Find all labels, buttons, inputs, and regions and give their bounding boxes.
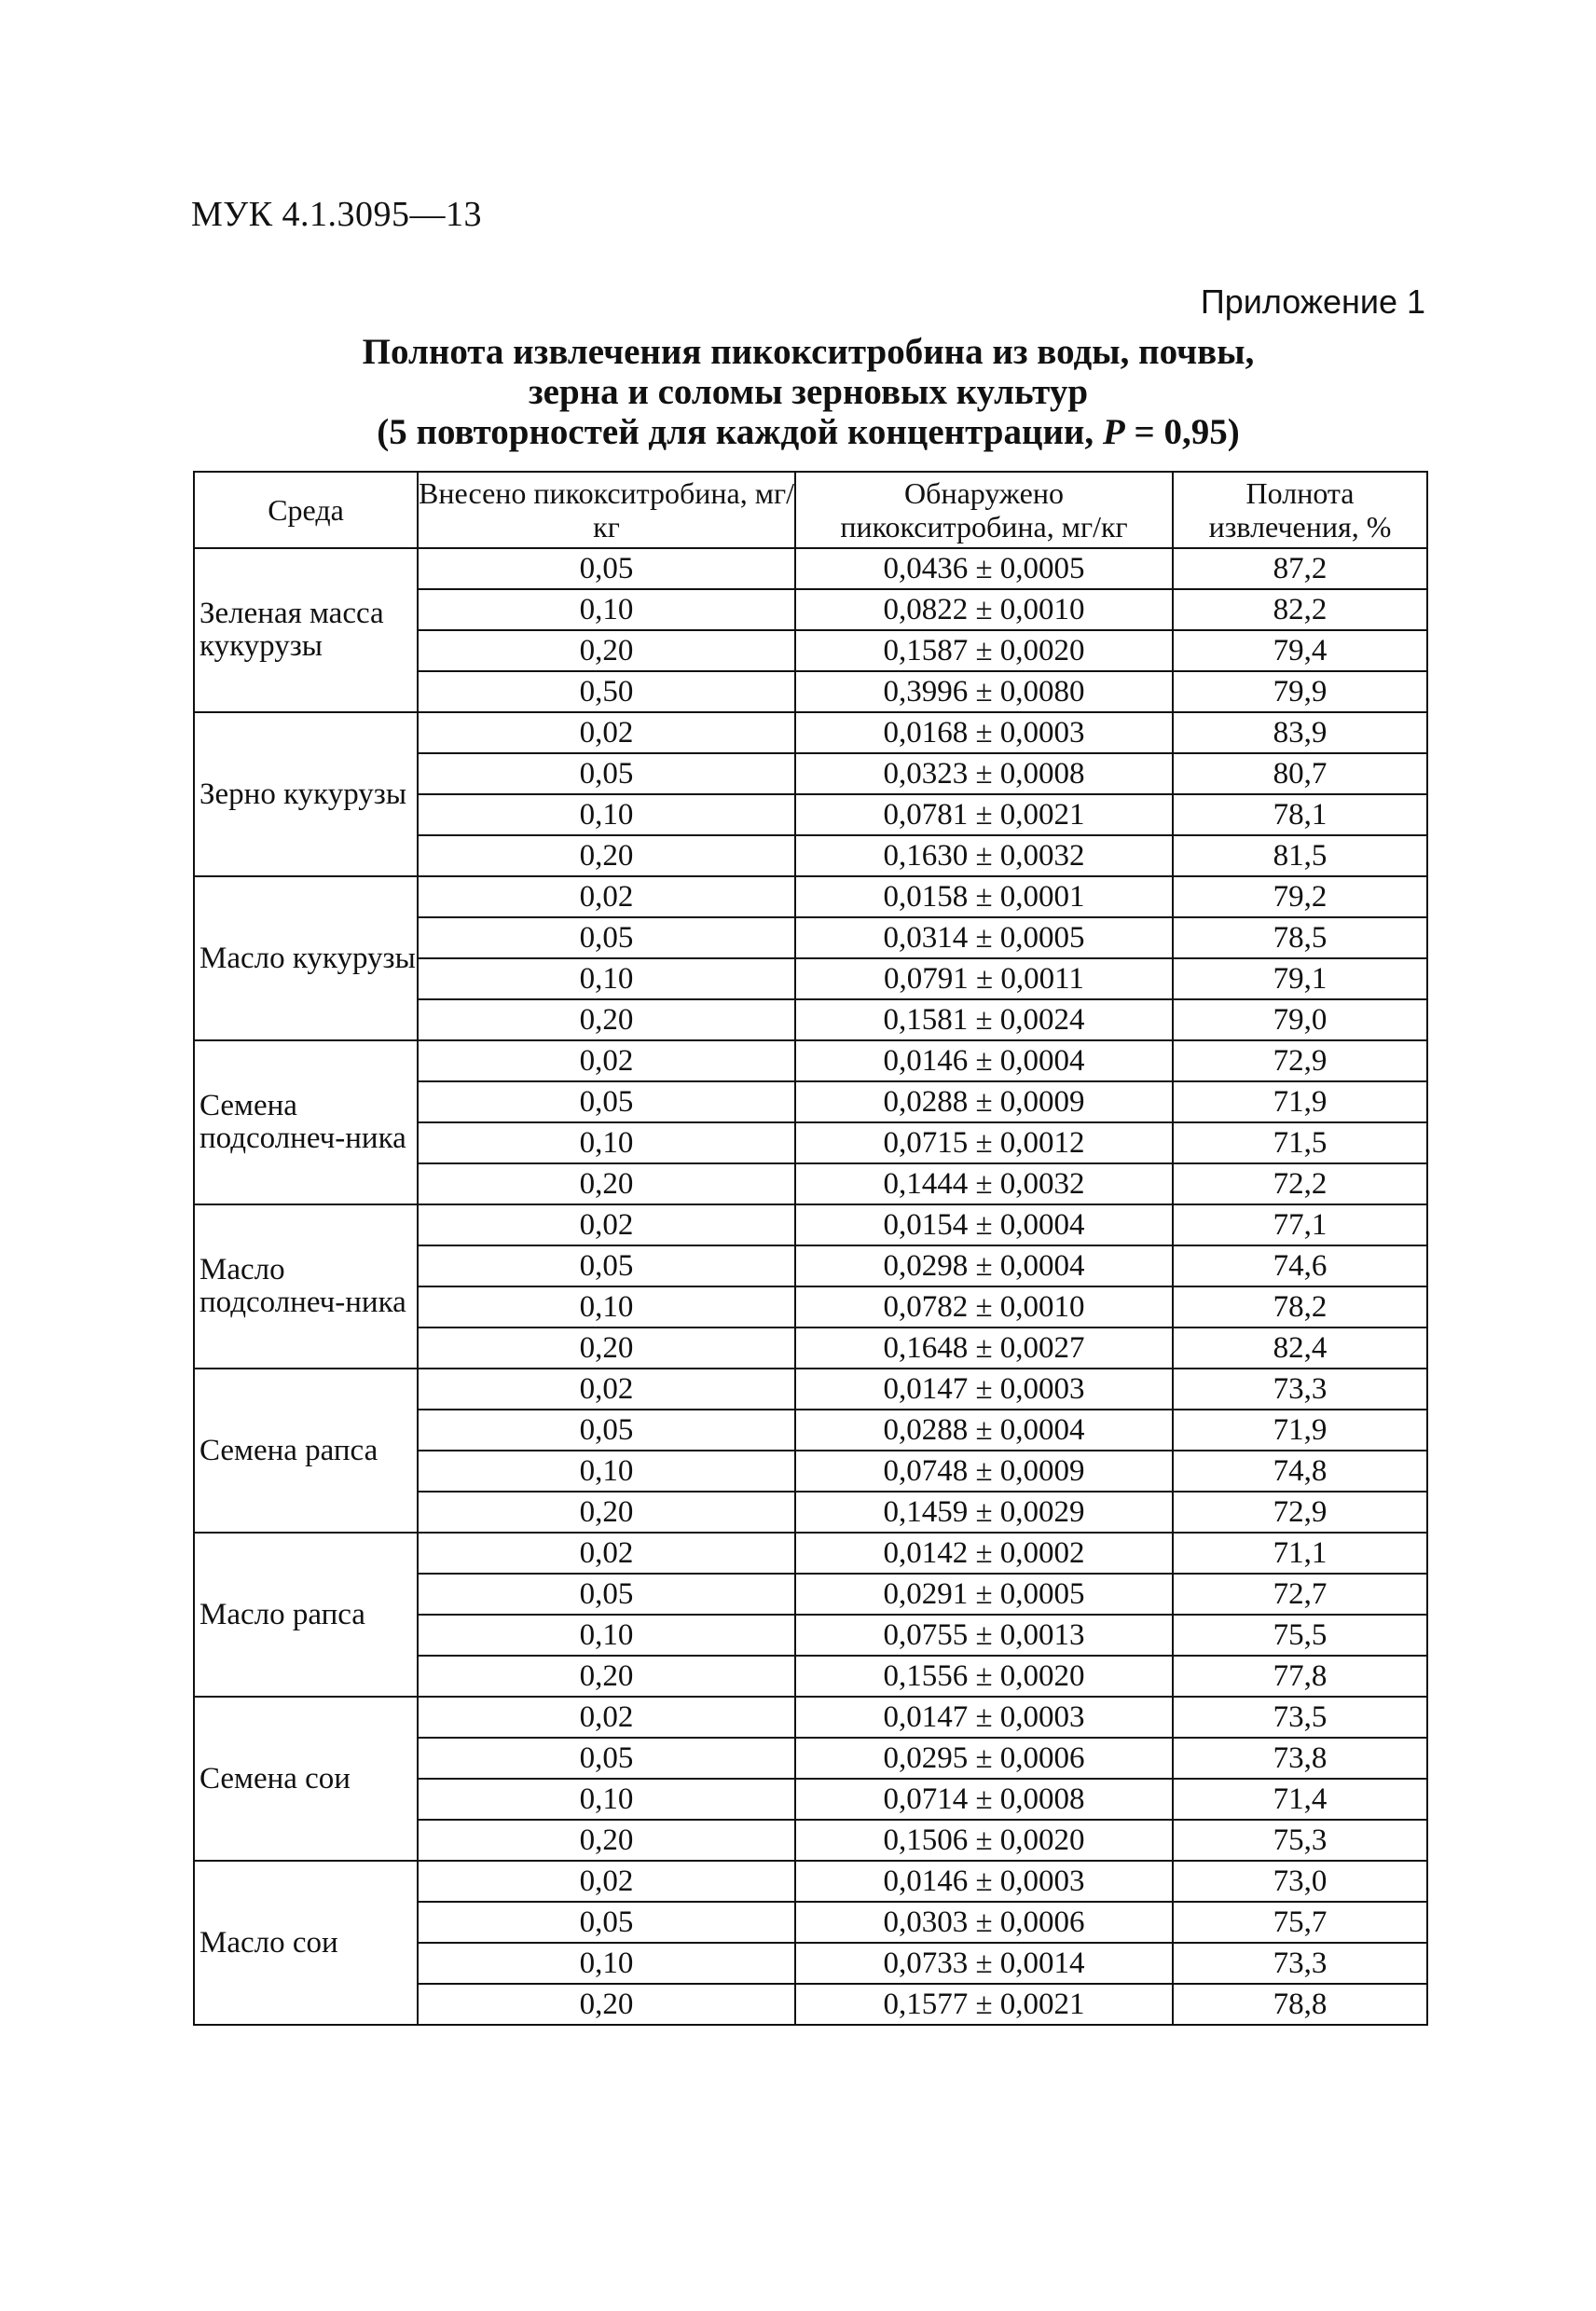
added-cell: 0,10 (418, 589, 795, 630)
recovery-cell: 73,3 (1173, 1369, 1427, 1410)
found-cell: 0,1587 ± 0,0020 (795, 630, 1173, 671)
recovery-cell: 73,8 (1173, 1738, 1427, 1779)
header-medium: Среда (194, 472, 418, 548)
table-title-line-3 (191, 412, 1425, 452)
added-cell: 0,05 (418, 1902, 795, 1943)
recovery-table (193, 471, 1428, 2026)
found-cell: 0,0291 ± 0,0005 (795, 1574, 1173, 1615)
added-cell: 0,20 (418, 835, 795, 876)
found-cell: 0,0146 ± 0,0003 (795, 1861, 1173, 1902)
recovery-cell: 80,7 (1173, 753, 1427, 794)
found-cell: 0,0314 ± 0,0005 (795, 917, 1173, 958)
found-cell: 0,0748 ± 0,0009 (795, 1451, 1173, 1492)
found-cell: 0,0288 ± 0,0004 (795, 1410, 1173, 1451)
found-cell: 0,0822 ± 0,0010 (795, 589, 1173, 630)
recovery-cell: 79,4 (1173, 630, 1427, 671)
recovery-cell: 73,0 (1173, 1861, 1427, 1902)
added-cell: 0,20 (418, 1327, 795, 1369)
found-cell: 0,0782 ± 0,0010 (795, 1286, 1173, 1327)
recovery-cell: 72,9 (1173, 1492, 1427, 1533)
recovery-cell: 72,7 (1173, 1574, 1427, 1615)
found-cell: 0,1581 ± 0,0024 (795, 999, 1173, 1040)
added-cell: 0,10 (418, 1779, 795, 1820)
found-cell: 0,3996 ± 0,0080 (795, 671, 1173, 712)
table-row (194, 1369, 1427, 1410)
medium-cell: Семена подсолнеч-ника (194, 1040, 418, 1204)
added-cell: 0,05 (418, 917, 795, 958)
table-row (194, 1697, 1427, 1738)
added-cell: 0,10 (418, 1451, 795, 1492)
recovery-cell: 71,1 (1173, 1533, 1427, 1574)
medium-cell: Зерно кукурузы (194, 712, 418, 876)
found-cell: 0,0288 ± 0,0009 (795, 1081, 1173, 1122)
found-cell: 0,0295 ± 0,0006 (795, 1738, 1173, 1779)
medium-cell: Зеленая масса кукурузы (194, 548, 418, 712)
added-cell: 0,05 (418, 548, 795, 589)
recovery-cell: 83,9 (1173, 712, 1427, 753)
recovery-cell: 72,9 (1173, 1040, 1427, 1081)
table-header-row (194, 472, 1427, 548)
recovery-cell: 71,9 (1173, 1081, 1427, 1122)
document-code: МУК 4.1.3095—13 (191, 195, 483, 234)
recovery-cell: 74,6 (1173, 1245, 1427, 1286)
found-cell: 0,0323 ± 0,0008 (795, 753, 1173, 794)
found-cell: 0,0781 ± 0,0021 (795, 794, 1173, 835)
header-recovery: Полнота извлечения, % (1173, 472, 1427, 548)
found-cell: 0,1459 ± 0,0029 (795, 1492, 1173, 1533)
medium-cell: Масло кукурузы (194, 876, 418, 1040)
recovery-cell: 79,0 (1173, 999, 1427, 1040)
added-cell: 0,05 (418, 1738, 795, 1779)
found-cell: 0,1556 ± 0,0020 (795, 1656, 1173, 1697)
recovery-cell: 71,4 (1173, 1779, 1427, 1820)
added-cell: 0,20 (418, 999, 795, 1040)
table-row (194, 876, 1427, 917)
added-cell: 0,02 (418, 1040, 795, 1081)
added-cell: 0,10 (418, 1122, 795, 1163)
found-cell: 0,0147 ± 0,0003 (795, 1697, 1173, 1738)
header-found: Обнаружено пикокситробина, мг/кг (795, 472, 1173, 548)
recovery-cell: 75,3 (1173, 1820, 1427, 1861)
medium-cell: Семена рапса (194, 1369, 418, 1533)
added-cell: 0,20 (418, 1163, 795, 1204)
recovery-cell: 78,8 (1173, 1984, 1427, 2025)
added-cell: 0,02 (418, 876, 795, 917)
added-cell: 0,10 (418, 1615, 795, 1656)
header-added: Внесено пикокситробина, мг/кг (418, 472, 795, 548)
found-cell: 0,0714 ± 0,0008 (795, 1779, 1173, 1820)
recovery-cell: 87,2 (1173, 548, 1427, 589)
added-cell: 0,05 (418, 1410, 795, 1451)
added-cell: 0,02 (418, 712, 795, 753)
recovery-cell: 78,5 (1173, 917, 1427, 958)
added-cell: 0,02 (418, 1204, 795, 1245)
recovery-cell: 73,3 (1173, 1943, 1427, 1984)
medium-cell: Масло рапса (194, 1533, 418, 1697)
added-cell: 0,02 (418, 1697, 795, 1738)
recovery-cell: 79,9 (1173, 671, 1427, 712)
table-row (194, 548, 1427, 589)
found-cell: 0,0168 ± 0,0003 (795, 712, 1173, 753)
found-cell: 0,0715 ± 0,0012 (795, 1122, 1173, 1163)
added-cell: 0,02 (418, 1533, 795, 1574)
recovery-cell: 78,1 (1173, 794, 1427, 835)
table-row (194, 1204, 1427, 1245)
medium-cell: Масло подсолнеч-ника (194, 1204, 418, 1369)
table-title-line-2: зерна и соломы зерновых культур (528, 372, 1089, 412)
table-body (194, 548, 1427, 2025)
title-condition-prefix: (5 повторностей для каждой концентрации, (377, 412, 1103, 452)
found-cell: 0,1444 ± 0,0032 (795, 1163, 1173, 1204)
found-cell: 0,0303 ± 0,0006 (795, 1902, 1173, 1943)
table-title (191, 332, 1425, 452)
recovery-cell: 77,1 (1173, 1204, 1427, 1245)
found-cell: 0,0733 ± 0,0014 (795, 1943, 1173, 1984)
added-cell: 0,10 (418, 958, 795, 999)
added-cell: 0,50 (418, 671, 795, 712)
added-cell: 0,05 (418, 753, 795, 794)
recovery-cell: 74,8 (1173, 1451, 1427, 1492)
found-cell: 0,1577 ± 0,0021 (795, 1984, 1173, 2025)
found-cell: 0,0154 ± 0,0004 (795, 1204, 1173, 1245)
found-cell: 0,0436 ± 0,0005 (795, 548, 1173, 589)
added-cell: 0,05 (418, 1574, 795, 1615)
recovery-cell: 75,5 (1173, 1615, 1427, 1656)
found-cell: 0,0755 ± 0,0013 (795, 1615, 1173, 1656)
found-cell: 0,1630 ± 0,0032 (795, 835, 1173, 876)
added-cell: 0,20 (418, 1656, 795, 1697)
found-cell: 0,0146 ± 0,0004 (795, 1040, 1173, 1081)
recovery-cell: 72,2 (1173, 1163, 1427, 1204)
recovery-cell: 79,1 (1173, 958, 1427, 999)
table-row (194, 1861, 1427, 1902)
recovery-cell: 71,5 (1173, 1122, 1427, 1163)
added-cell: 0,05 (418, 1081, 795, 1122)
found-cell: 0,1648 ± 0,0027 (795, 1327, 1173, 1369)
added-cell: 0,20 (418, 630, 795, 671)
added-cell: 0,10 (418, 794, 795, 835)
medium-cell: Семена сои (194, 1697, 418, 1861)
added-cell: 0,02 (418, 1369, 795, 1410)
found-cell: 0,1506 ± 0,0020 (795, 1820, 1173, 1861)
appendix-label: Приложение 1 (1200, 282, 1425, 321)
added-cell: 0,20 (418, 1984, 795, 2025)
recovery-cell: 71,9 (1173, 1410, 1427, 1451)
table-row (194, 1040, 1427, 1081)
table-row (194, 712, 1427, 753)
recovery-cell: 73,5 (1173, 1697, 1427, 1738)
added-cell: 0,05 (418, 1245, 795, 1286)
medium-cell: Масло сои (194, 1861, 418, 2025)
recovery-cell: 77,8 (1173, 1656, 1427, 1697)
added-cell: 0,10 (418, 1943, 795, 1984)
found-cell: 0,0147 ± 0,0003 (795, 1369, 1173, 1410)
recovery-cell: 75,7 (1173, 1902, 1427, 1943)
found-cell: 0,0142 ± 0,0002 (795, 1533, 1173, 1574)
recovery-cell: 78,2 (1173, 1286, 1427, 1327)
recovery-cell: 82,4 (1173, 1327, 1427, 1369)
added-cell: 0,20 (418, 1820, 795, 1861)
found-cell: 0,0158 ± 0,0001 (795, 876, 1173, 917)
found-cell: 0,0298 ± 0,0004 (795, 1245, 1173, 1286)
added-cell: 0,10 (418, 1286, 795, 1327)
added-cell: 0,02 (418, 1861, 795, 1902)
title-condition-p: P (1102, 412, 1125, 452)
recovery-cell: 81,5 (1173, 835, 1427, 876)
added-cell: 0,20 (418, 1492, 795, 1533)
title-condition-suffix: = 0,95) (1124, 412, 1240, 452)
recovery-cell: 79,2 (1173, 876, 1427, 917)
found-cell: 0,0791 ± 0,0011 (795, 958, 1173, 999)
table-title-line-1: Полнота извлечения пикокситробина из воды, почвы, (362, 332, 1255, 372)
recovery-cell: 82,2 (1173, 589, 1427, 630)
table-row (194, 1533, 1427, 1574)
